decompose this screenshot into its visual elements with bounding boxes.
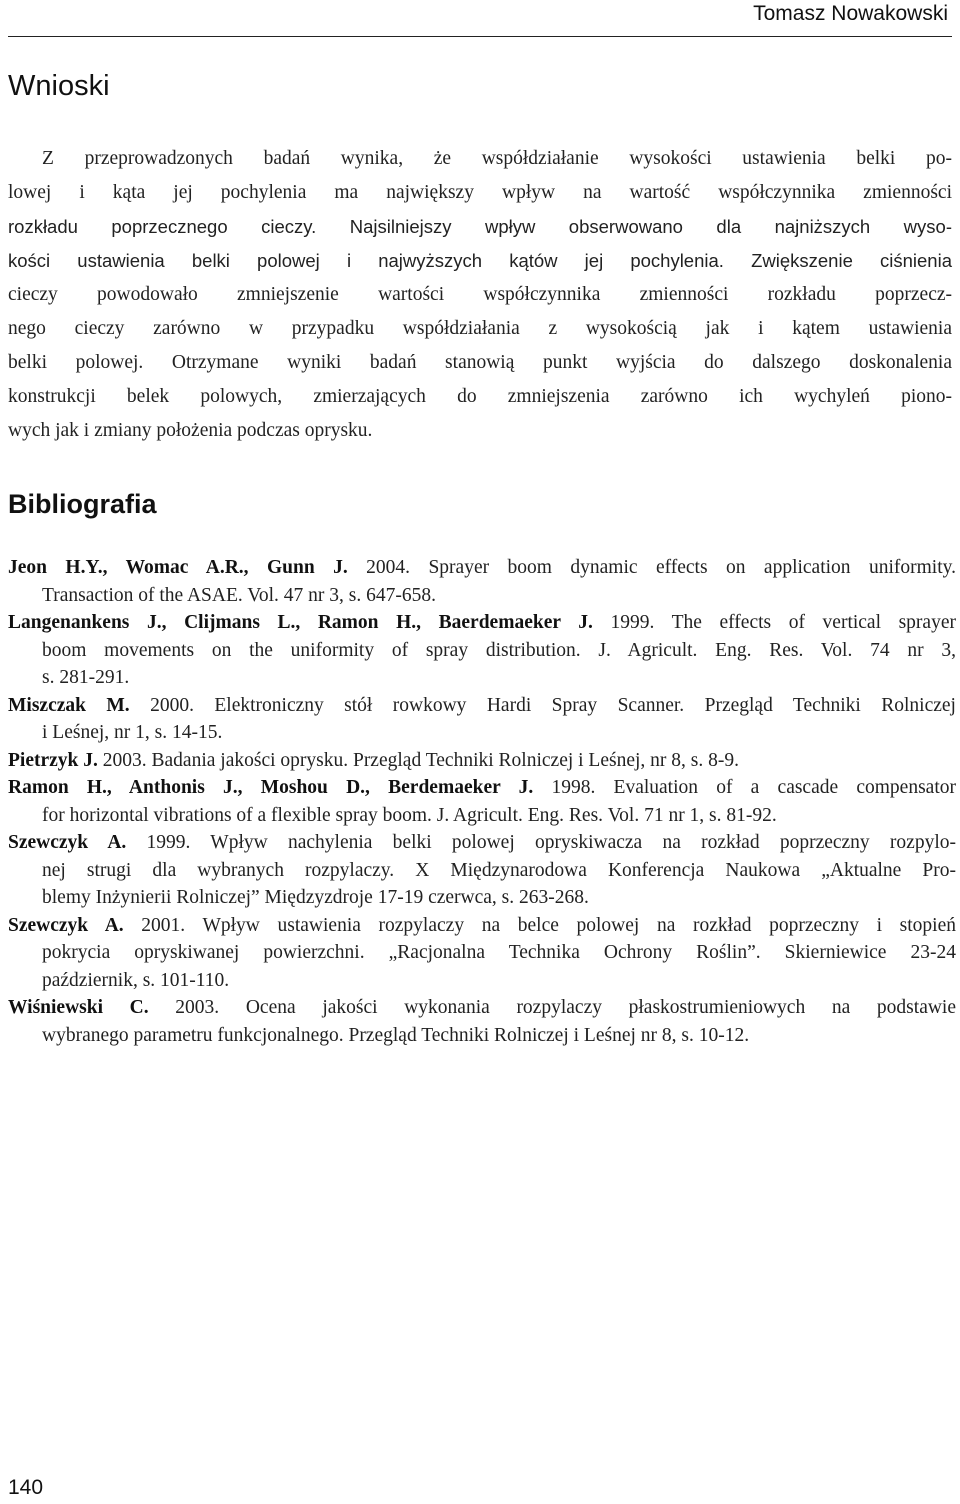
conclusions-line: belki polowej. Otrzymane wyniki badań stanowią punkt wyjścia do dalszego doskonalenia — [8, 352, 952, 373]
reference-first-line — [8, 774, 956, 802]
reference-first-line — [8, 554, 956, 582]
conclusions-line: cieczy powodowało zmniejszenie wartości współczynnika zmienności rozkładu poprzecz- — [8, 284, 952, 305]
reference-continuation-line: i Leśnej, nr 1, s. 14-15. — [42, 722, 223, 743]
reference-text: 2003. Badania jakości oprysku. Przegląd Techniki Rolniczej i Leśnej, nr 8, s. 8-9. — [97, 749, 739, 771]
reference-authors: Ramon H., Anthonis J., Moshou D., Berdemaeker J. — [8, 777, 534, 798]
reference-authors: Szewczyk A. — [8, 832, 127, 853]
reference-authors: Langenankens J., Clijmans L., Ramon H., Baerdemaeker J. — [8, 612, 593, 633]
reference-authors: Szewczyk A. — [8, 914, 124, 936]
conclusions-paragraph — [8, 142, 952, 448]
reference-first-line — [8, 829, 956, 857]
reference-continuation-line: s. 281-291. — [42, 667, 130, 688]
reference-first-line — [8, 912, 956, 940]
conclusions-line: konstrukcji belek polowych, zmierzających do zmniejszenia zarówno ich wychyleń piono- — [8, 386, 952, 407]
reference-continuation-line: boom movements on the uniformity of spray distribution. J. Agricult. Eng. Res. Vol. 74 nr 3, — [42, 639, 956, 661]
reference-authors: Jeon H.Y., Womac A.R., Gunn J. — [8, 557, 348, 578]
reference-item — [8, 554, 956, 609]
reference-item — [8, 829, 956, 912]
running-head-author: Tomasz Nowakowski — [753, 2, 948, 25]
reference-text: 2000. Elektroniczny stół rowkowy Hardi Spray Scanner. Przegląd Techniki Rolniczej — [129, 694, 956, 716]
reference-item — [8, 774, 956, 829]
reference-item — [8, 912, 956, 995]
reference-text: 2004. Sprayer boom dynamic effects on application uniformity. — [347, 557, 956, 578]
reference-first-line — [8, 994, 956, 1022]
reference-item — [8, 692, 956, 747]
conclusions-line: nego cieczy zarówno w przypadku współdziałania z wysokością jak i kątem ustawienia — [8, 318, 952, 339]
reference-authors: Pietrzyk J. — [8, 749, 98, 771]
reference-text: 2003. Ocena jakości wykonania rozpylaczy płaskostrumieniowych na podstawie — [148, 997, 957, 1018]
reference-list — [8, 554, 956, 1049]
reference-continuation-line: nej strugi dla wybranych rozpylaczy. X Międzynarodowa Konferencja Naukowa „Aktualne Pro- — [42, 859, 956, 881]
reference-continuation-line: blemy Inżynierii Rolniczej” Międzyzdroje 17-19 czerwca, s. 263-268. — [42, 887, 589, 908]
reference-first-line — [8, 747, 956, 775]
reference-continuation-line: Transaction of the ASAE. Vol. 47 nr 3, s. 647-658. — [42, 584, 436, 606]
reference-first-line — [8, 609, 956, 637]
reference-item — [8, 609, 956, 692]
reference-continuation-line: wybranego parametru funkcjonalnego. Przegląd Techniki Rolniczej i Leśnej nr 8, s. 10-12. — [42, 1024, 750, 1046]
reference-continuation-line: październik, s. 101-110. — [42, 969, 230, 991]
reference-continuation-line: pokrycia opryskiwanej powierzchni. „Racjonalna Technika Ochrony Roślin”. Skierniewice 23-24 — [42, 942, 956, 963]
reference-item — [8, 747, 956, 775]
reference-text: 1998. Evaluation of a cascade compensator — [533, 777, 956, 798]
reference-text: 1999. Wpływ nachylenia belki polowej opryskiwacza na rozkład poprzeczny rozpylo- — [126, 832, 956, 853]
page-number: 140 — [8, 1476, 44, 1499]
running-head — [8, 0, 952, 37]
conclusions-line: lowej i kąta jej pochylenia ma największy wpływ na wartość współczynnika zmienności — [8, 182, 952, 203]
conclusions-line: Z przeprowadzonych badań wynika, że współdziałanie wysokości ustawienia belki po- — [42, 148, 952, 169]
reference-continuation-line: for horizontal vibrations of a flexible spray boom. J. Agricult. Eng. Res. Vol. 71 nr 1, s. 81-92. — [42, 804, 777, 826]
reference-first-line — [8, 692, 956, 720]
conclusions-heading: Wnioski — [8, 70, 110, 102]
conclusions-line: rozkładu poprzecznego cieczy. Najsilniejszy wpływ obserwowano dla najniższych wyso- — [8, 216, 952, 237]
reference-item — [8, 994, 956, 1049]
bibliography-heading: Bibliografia — [8, 489, 157, 519]
reference-authors: Wiśniewski C. — [8, 997, 149, 1018]
reference-authors: Miszczak M. — [8, 694, 130, 716]
conclusions-line: kości ustawienia belki polowej i najwyższych kątów jej pochylenia. Zwiększenie ciśnienia — [8, 250, 952, 271]
conclusions-line: wych jak i zmiany położenia podczas oprysku. — [8, 420, 373, 441]
reference-text: 2001. Wpływ ustawienia rozpylaczy na belce polowej na rozkład poprzeczny i stopień — [123, 914, 956, 936]
reference-text: 1999. The effects of vertical sprayer — [592, 612, 956, 633]
